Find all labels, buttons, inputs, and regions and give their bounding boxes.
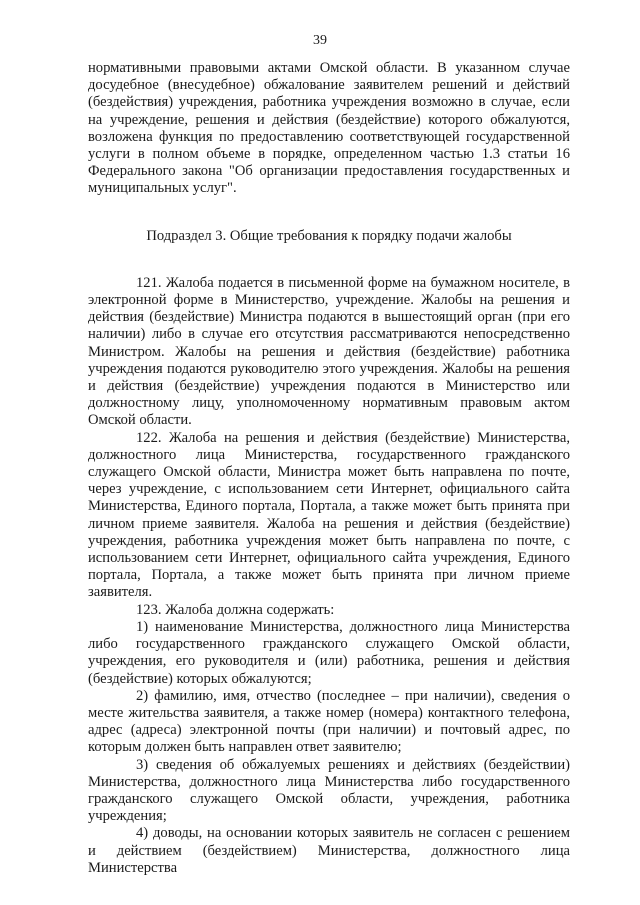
- paragraph-123-item-3: 3) сведения об обжалуемых решениях и действиях (бездействии) Министерства, должностного лица Министерства либо государственного гражданского служащего Омской области, учреждения, работника учреждения;: [88, 756, 570, 825]
- paragraph-121: 121. Жалоба подается в письменной форме на бумажном носителе, в электронной форме в Министерство, учреждение. Жалобы на решения и действия (бездействие) Министра подаются в вышестоящий орган (при его наличии) либо в случае его отсутствия рассматриваются непосредственно Министром. Жалобы на решения и действия (бездействие) работника учреждения подаются руководителю этого учреждения. Жалобы на решения и действия (бездействие) учреждения подаются в Министерство или должностному лицу, уполномоченному нормативным правовым актом Омской области.: [88, 274, 570, 429]
- document-body: [88, 60, 570, 877]
- paragraph-123-item-1: 1) наименование Министерства, должностного лица Министерства либо государственного гражданского служащего Омской области, учреждения, его руководителя и (или) работника, решения и действия (бездействие) которых обжалуются;: [88, 618, 570, 687]
- paragraph-intro: нормативными правовыми актами Омской области. В указанном случае досудебное (внесудебное) обжалование заявителем решений и действий (бездействия) учреждения, работника учреждения возможно в случае, если на учреждение, решения и действия (бездействие) которого обжалуются, возложена функция по предоставлению соответствующей государственной услуги в полном объеме в порядке, определенном частью 1.3 статьи 16 Федерального закона "Об организации предоставления государственных и муниципальных услуг".: [88, 60, 570, 197]
- paragraph-123-item-4: 4) доводы, на основании которых заявитель не согласен с решением и действием (бездействием) Министерства, должностного лица Министерства: [88, 825, 570, 876]
- page-number: 39: [313, 33, 327, 48]
- paragraph-122: 122. Жалоба на решения и действия (бездействие) Министерства, должностного лица Министерства, государственного гражданского служащего Омской области, Министра может быть направлена по почте, через учреждение, с использованием сети Интернет, официального сайта Министерства, Единого портала, Портала, а также может быть принята при личном приеме заявителя. Жалоба на решения и действия (бездействие) учреждения, работника учреждения может быть направлена по почте, с использованием сети Интернет, официального сайта учреждения, Единого портала, Портала, а также может быть принята при личном приеме заявителя.: [88, 429, 570, 601]
- paragraph-123-item-2: 2) фамилию, имя, отчество (последнее – при наличии), сведения о месте жительства заявителя, а также номер (номера) контактного телефона, адрес (адреса) электронной почты (при наличии) и почтовый адрес, по которым должен быть направлен ответ заявителю;: [88, 687, 570, 756]
- paragraph-123: 123. Жалоба должна содержать:: [136, 601, 335, 618]
- subsection-title: Подраздел 3. Общие требования к порядку подачи жалобы: [146, 227, 512, 244]
